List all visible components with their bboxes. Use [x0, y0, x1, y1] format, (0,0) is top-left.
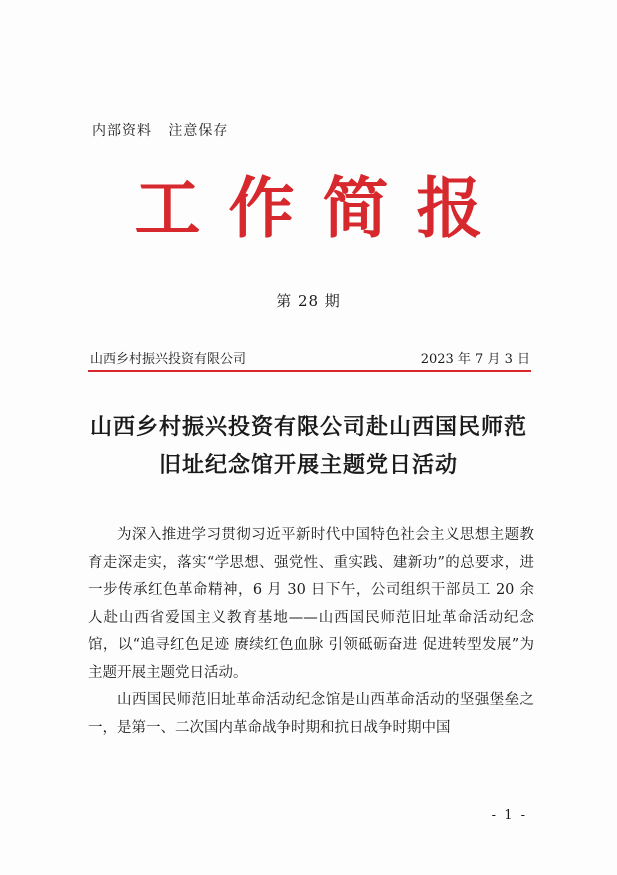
body-paragraph-1: 为深入推进学习贯彻习近平新时代中国特色社会主义思想主题教育走深走实，落实“学思想、强党性、重实践、建新功”的总要求，进一步传承红色革命精神，6 月 30 日下午，公司组织干部员工 20 余人赴山西省爱国主义教育基地——山西国民师范旧址革命活动纪念馆，以“追寻红色足迹 赓续红色血脉 引领砥砺奋进 促进转型发展”为主题开展主题党日活动。 — [88, 527, 534, 681]
red-divider-line — [88, 370, 531, 372]
page-number: - 1 - — [491, 808, 527, 823]
issue-number: 第 28 期 — [276, 292, 341, 310]
publish-date: 2023 年 7 月 3 日 — [420, 352, 530, 367]
article-title — [60, 408, 557, 484]
banner-title: 工作简报 — [134, 169, 511, 247]
publisher-date-row — [90, 348, 530, 368]
body-paragraph-2: 山西国民师范旧址革命活动纪念馆是山西革命活动的坚强堡垒之一，是第一、二次国内革命战争时期和抗日战争时期中国 — [88, 692, 534, 736]
publisher-name: 山西乡村振兴投资有限公司 — [90, 352, 247, 367]
article-title-line-1: 山西乡村振兴投资有限公司赴山西国民师范 — [89, 414, 527, 440]
confidential-notice: 内部资料 注意保存 — [92, 123, 229, 139]
article-body — [88, 522, 534, 742]
article-title-line-2: 旧址纪念馆开展主题党日活动 — [158, 452, 458, 478]
